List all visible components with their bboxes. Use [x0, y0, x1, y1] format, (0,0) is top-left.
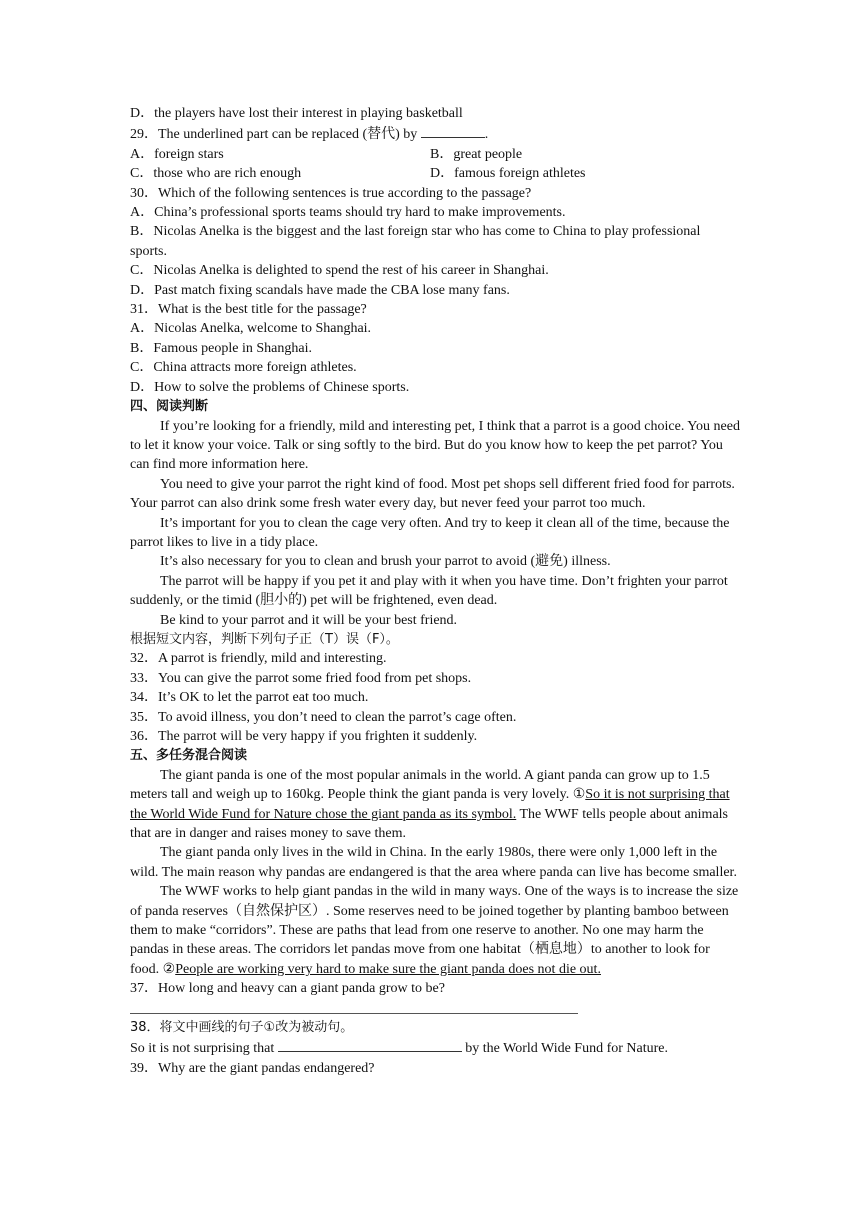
section-4-instruction: 根据短文内容，判断下列句子正（T）误（F）。: [130, 631, 399, 647]
q38-text-a: So it is not surprising that: [130, 1041, 278, 1057]
parrot-paragraph-6: Be kind to your parrot and it will be your best friend.: [160, 612, 458, 628]
section-4-heading: 四、阅读判断: [130, 399, 209, 415]
q39-stem: 39．Why are the giant pandas endangered?: [130, 1060, 375, 1076]
parrot-paragraph-5: The parrot will be happy if you pet it and play with it when you have time. Don’t frighten your parrot suddenly, or the timid (胆小的) pet will be frightened, even dead.: [130, 573, 728, 609]
q29-options-row-1: [130, 145, 740, 164]
q28-option-d: D．the players have lost their interest in playing basketball: [130, 106, 463, 121]
q30-option-a: A．China’s professional sports teams should try hard to make improvements.: [130, 205, 566, 221]
q30-option-b: B．Nicolas Anelka is the biggest and the last foreign star who has come to China to play professional sports.: [130, 224, 701, 259]
q31-stem: 31．What is the best title for the passage?: [130, 302, 367, 318]
q38-text-b: by the World Wide Fund for Nature.: [461, 1041, 668, 1057]
section-5-heading: 五、多任务混合阅读: [130, 748, 248, 764]
q38-answer-blank: [278, 1037, 462, 1052]
q31-option-b: B．Famous people in Shanghai.: [130, 340, 312, 356]
q38-sentence: [130, 1037, 740, 1058]
q31-option-d: D．How to solve the problems of Chinese sports.: [130, 379, 410, 395]
q29-answer-blank: [421, 123, 485, 138]
panda-paragraph-3: [130, 882, 740, 979]
sentence-1-marker: ①: [572, 787, 586, 803]
q29-options-row-2: [130, 164, 740, 183]
q29-option-d: D．famous foreign athletes: [430, 166, 586, 182]
parrot-paragraph-4: It’s also necessary for you to clean and brush your parrot to avoid (避免) illness.: [160, 554, 611, 570]
exam-page: [130, 104, 740, 1078]
panda-p1-text-b: The WWF tells people about animals that are in danger and raises money to save them.: [130, 806, 728, 842]
panda-p1-text-a: The giant panda is one of the most popular animals in the world. A giant panda can grow up to 1.5 meters tall and weigh up to 160kg. People think the giant panda is very lovely.: [130, 767, 710, 803]
q37-answer-line: [130, 999, 578, 1014]
q29-option-c: C．those who are rich enough: [130, 166, 302, 182]
q29-stem-end: .: [484, 127, 489, 143]
panda-p3-text: The WWF works to help giant pandas in the wild in many ways. One of the ways is to increase the size of panda reserves（自然保护区）. Some reserves need to be joined together by planting bamboo between them to make “corridors”. These are paths that lead from one reserve to another. No one may harm the pandas in these areas. The corridors let pandas move from one habitat（栖息地）to another to look for food.: [130, 884, 739, 977]
tf-item-33: 33．You can give the parrot some fried food from pet shops.: [130, 670, 472, 686]
q29-stem: [130, 123, 740, 144]
underlined-sentence-1: So it is not surprising that the World Wide Fund for Nature chose the giant panda as its symbol.: [130, 787, 730, 822]
tf-item-35: 35．To avoid illness, you don’t need to clean the parrot’s cage often.: [130, 709, 517, 725]
q31-option-c: C．China attracts more foreign athletes.: [130, 360, 357, 376]
q30-stem: 30．Which of the following sentences is true according to the passage?: [130, 185, 532, 201]
q30-option-d: D．Past match fixing scandals have made the CBA lose many fans.: [130, 282, 510, 298]
tf-item-36: 36．The parrot will be very happy if you frighten it suddenly.: [130, 729, 478, 744]
q29-stem-text: 29．The underlined part can be replaced (替代) by: [130, 127, 421, 143]
q37-stem: 37．How long and heavy can a giant panda grow to be?: [130, 981, 445, 997]
q31-option-a: A．Nicolas Anelka, welcome to Shanghai.: [130, 321, 372, 337]
underlined-sentence-2: People are working very hard to make sure the giant panda does not die out.: [175, 961, 601, 977]
q30-option-c: C．Nicolas Anelka is delighted to spend the rest of his career in Shanghai.: [130, 263, 549, 279]
parrot-paragraph-2: You need to give your parrot the right kind of food. Most pet shops sell different fried food for parrots. Your parrot can also drink some fresh water every day, but never feed your parrot too much.: [130, 476, 735, 512]
panda-paragraph-2: The giant panda only lives in the wild in China. In the early 1980s, there were only 1,000 left in the wild. The main reason why pandas are endangered is that the area where panda can live has become smaller.: [130, 845, 737, 880]
tf-item-32: 32．A parrot is friendly, mild and interesting.: [130, 651, 387, 667]
tf-item-34: 34．It’s OK to let the parrot eat too much.: [130, 690, 369, 706]
q29-option-b: B．great people: [430, 146, 523, 162]
parrot-paragraph-1: If you’re looking for a friendly, mild and interesting pet, I think that a parrot is a good choice. You need to let it know your voice. Talk or sing softly to the bird. But do you know how to keep the pet parrot? You can find more information here.: [130, 418, 740, 473]
sentence-2-marker: ②: [162, 961, 176, 977]
q38-stem: 38．将文中画线的句子①改为被动句。: [130, 1019, 354, 1035]
q29-option-a: A．foreign stars: [130, 146, 224, 162]
parrot-paragraph-3: It’s important for you to clean the cage very often. And try to keep it clean all of the time, because the parrot likes to live in a tidy place.: [130, 515, 730, 550]
panda-paragraph-1: [130, 766, 740, 844]
